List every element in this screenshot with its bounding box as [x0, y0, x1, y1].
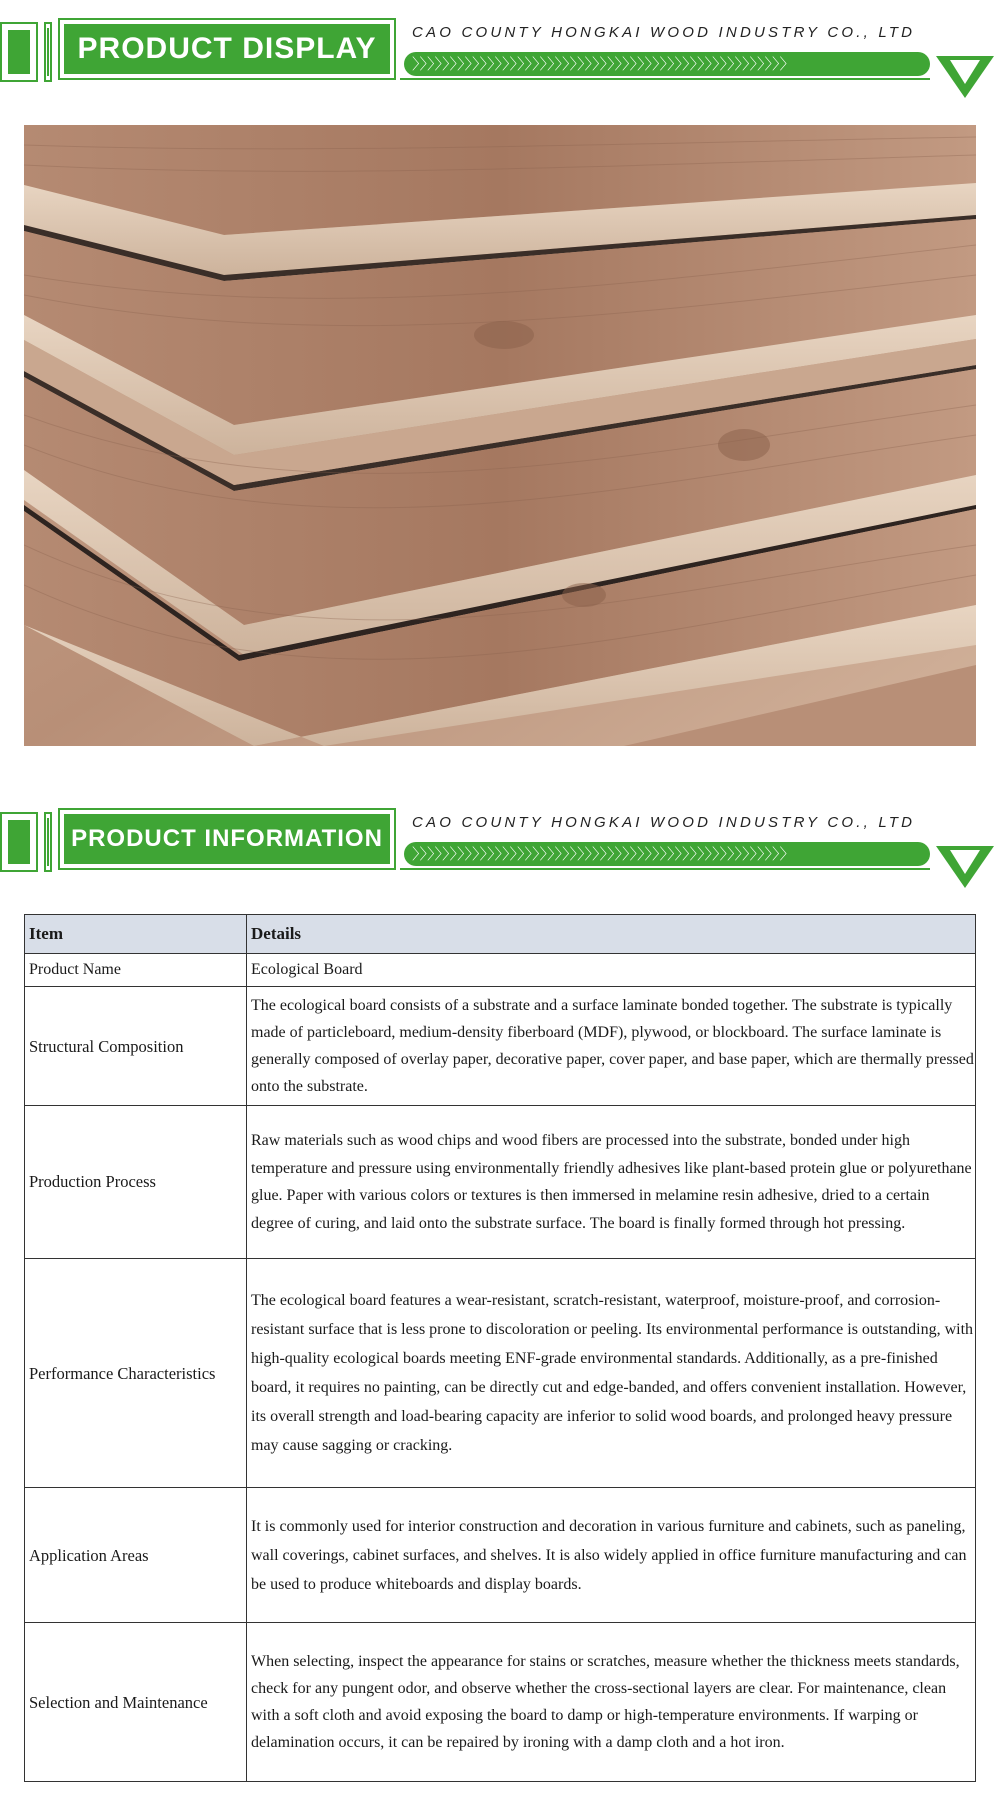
table-row [25, 1106, 976, 1259]
table-row [25, 987, 976, 1106]
row-details: Ecological Board [247, 954, 976, 987]
banner-underline [400, 78, 930, 80]
chevron-strip: 〉〉〉〉〉〉〉〉〉〉〉〉〉〉〉〉〉〉〉〉〉〉〉〉〉〉〉〉〉〉〉〉〉〉〉〉〉〉〉〉〉〉〉〉〉〉〉〉〉〉 [404, 52, 930, 76]
banner-decor-stripe [44, 22, 52, 82]
table-row [25, 1623, 976, 1782]
triangle-down-icon [934, 844, 996, 890]
section-title-box [58, 18, 396, 80]
product-display-banner [0, 18, 1000, 118]
section-title: PRODUCT INFORMATION [64, 814, 390, 864]
row-details: The ecological board features a wear-resistant, scratch-resistant, waterproof, moisture-proof, and corrosion-resistant surface that is less prone to discoloration or peeling. Its environmental performance is outstanding, with high-quality ecological boards meeting ENF-grade environmental standards. Additionally, as a pre-finished board, it requires no painting, can be directly cut and edge-banded, and offers convenient installation. However, its overall strength and load-bearing capacity are inferior to solid wood boards, and prolonged heavy pressure may cause sagging or cracking. [247, 1259, 976, 1488]
row-item-label: Product Name [25, 954, 247, 987]
section-title: PRODUCT DISPLAY [64, 24, 390, 74]
row-item-label: Performance Characteristics [25, 1259, 247, 1488]
column-header-item: Item [25, 915, 247, 954]
table-row [25, 1259, 976, 1488]
banner-decor-block [0, 22, 38, 82]
row-details: It is commonly used for interior construction and decoration in various furniture and cabinets, such as paneling, wall coverings, cabinet surfaces, and shelves. It is also widely applied in office furniture manufacturing and can be used to produce whiteboards and display boards. [247, 1488, 976, 1623]
row-item-label: Application Areas [25, 1488, 247, 1623]
banner-decor-stripe [44, 812, 52, 872]
table-row [25, 954, 976, 987]
wood-board-stack-image [24, 125, 976, 746]
row-details: Raw materials such as wood chips and wood fibers are processed into the substrate, bonded under high temperature and pressure using environmentally friendly adhesives like plant-based protein glue or polyurethane glue. Paper with various colors or textures is then immersed in melamine resin adhesive, dried to a certain degree of curing, and laid onto the substrate surface. The board is finally formed through hot pressing. [247, 1106, 976, 1259]
row-item-label: Structural Composition [25, 987, 247, 1106]
company-name: CAO COUNTY HONGKAI WOOD INDUSTRY CO., LTD [412, 814, 916, 831]
row-item-label: Production Process [25, 1106, 247, 1259]
triangle-down-icon [934, 54, 996, 100]
row-details: When selecting, inspect the appearance for stains or scratches, measure whether the thickness meets standards, check for any pungent odor, and observe whether the cross-sectional layers are clear. For maintenance, clean with a soft cloth and avoid exposing the board to damp or high-temperature environments. If warping or delamination occurs, it can be repaired by ironing with a damp cloth and a hot iron. [247, 1623, 976, 1782]
chevron-strip: 〉〉〉〉〉〉〉〉〉〉〉〉〉〉〉〉〉〉〉〉〉〉〉〉〉〉〉〉〉〉〉〉〉〉〉〉〉〉〉〉〉〉〉〉〉〉〉〉〉〉 [404, 842, 930, 866]
section-title-box [58, 808, 396, 870]
product-photo [24, 125, 976, 746]
product-info-table [24, 914, 976, 1782]
row-item-label: Selection and Maintenance [25, 1623, 247, 1782]
banner-underline [400, 868, 930, 870]
row-details: The ecological board consists of a substrate and a surface laminate bonded together. The substrate is typically made of particleboard, medium-density fiberboard (MDF), plywood, or blockboard. The surface laminate is generally composed of overlay paper, decorative paper, cover paper, and base paper, which are thermally pressed onto the substrate. [247, 987, 976, 1106]
company-name: CAO COUNTY HONGKAI WOOD INDUSTRY CO., LTD [412, 24, 916, 41]
table-header-row [25, 915, 976, 954]
product-information-banner [0, 808, 1000, 908]
column-header-details: Details [247, 915, 976, 954]
table-row [25, 1488, 976, 1623]
banner-decor-block [0, 812, 38, 872]
